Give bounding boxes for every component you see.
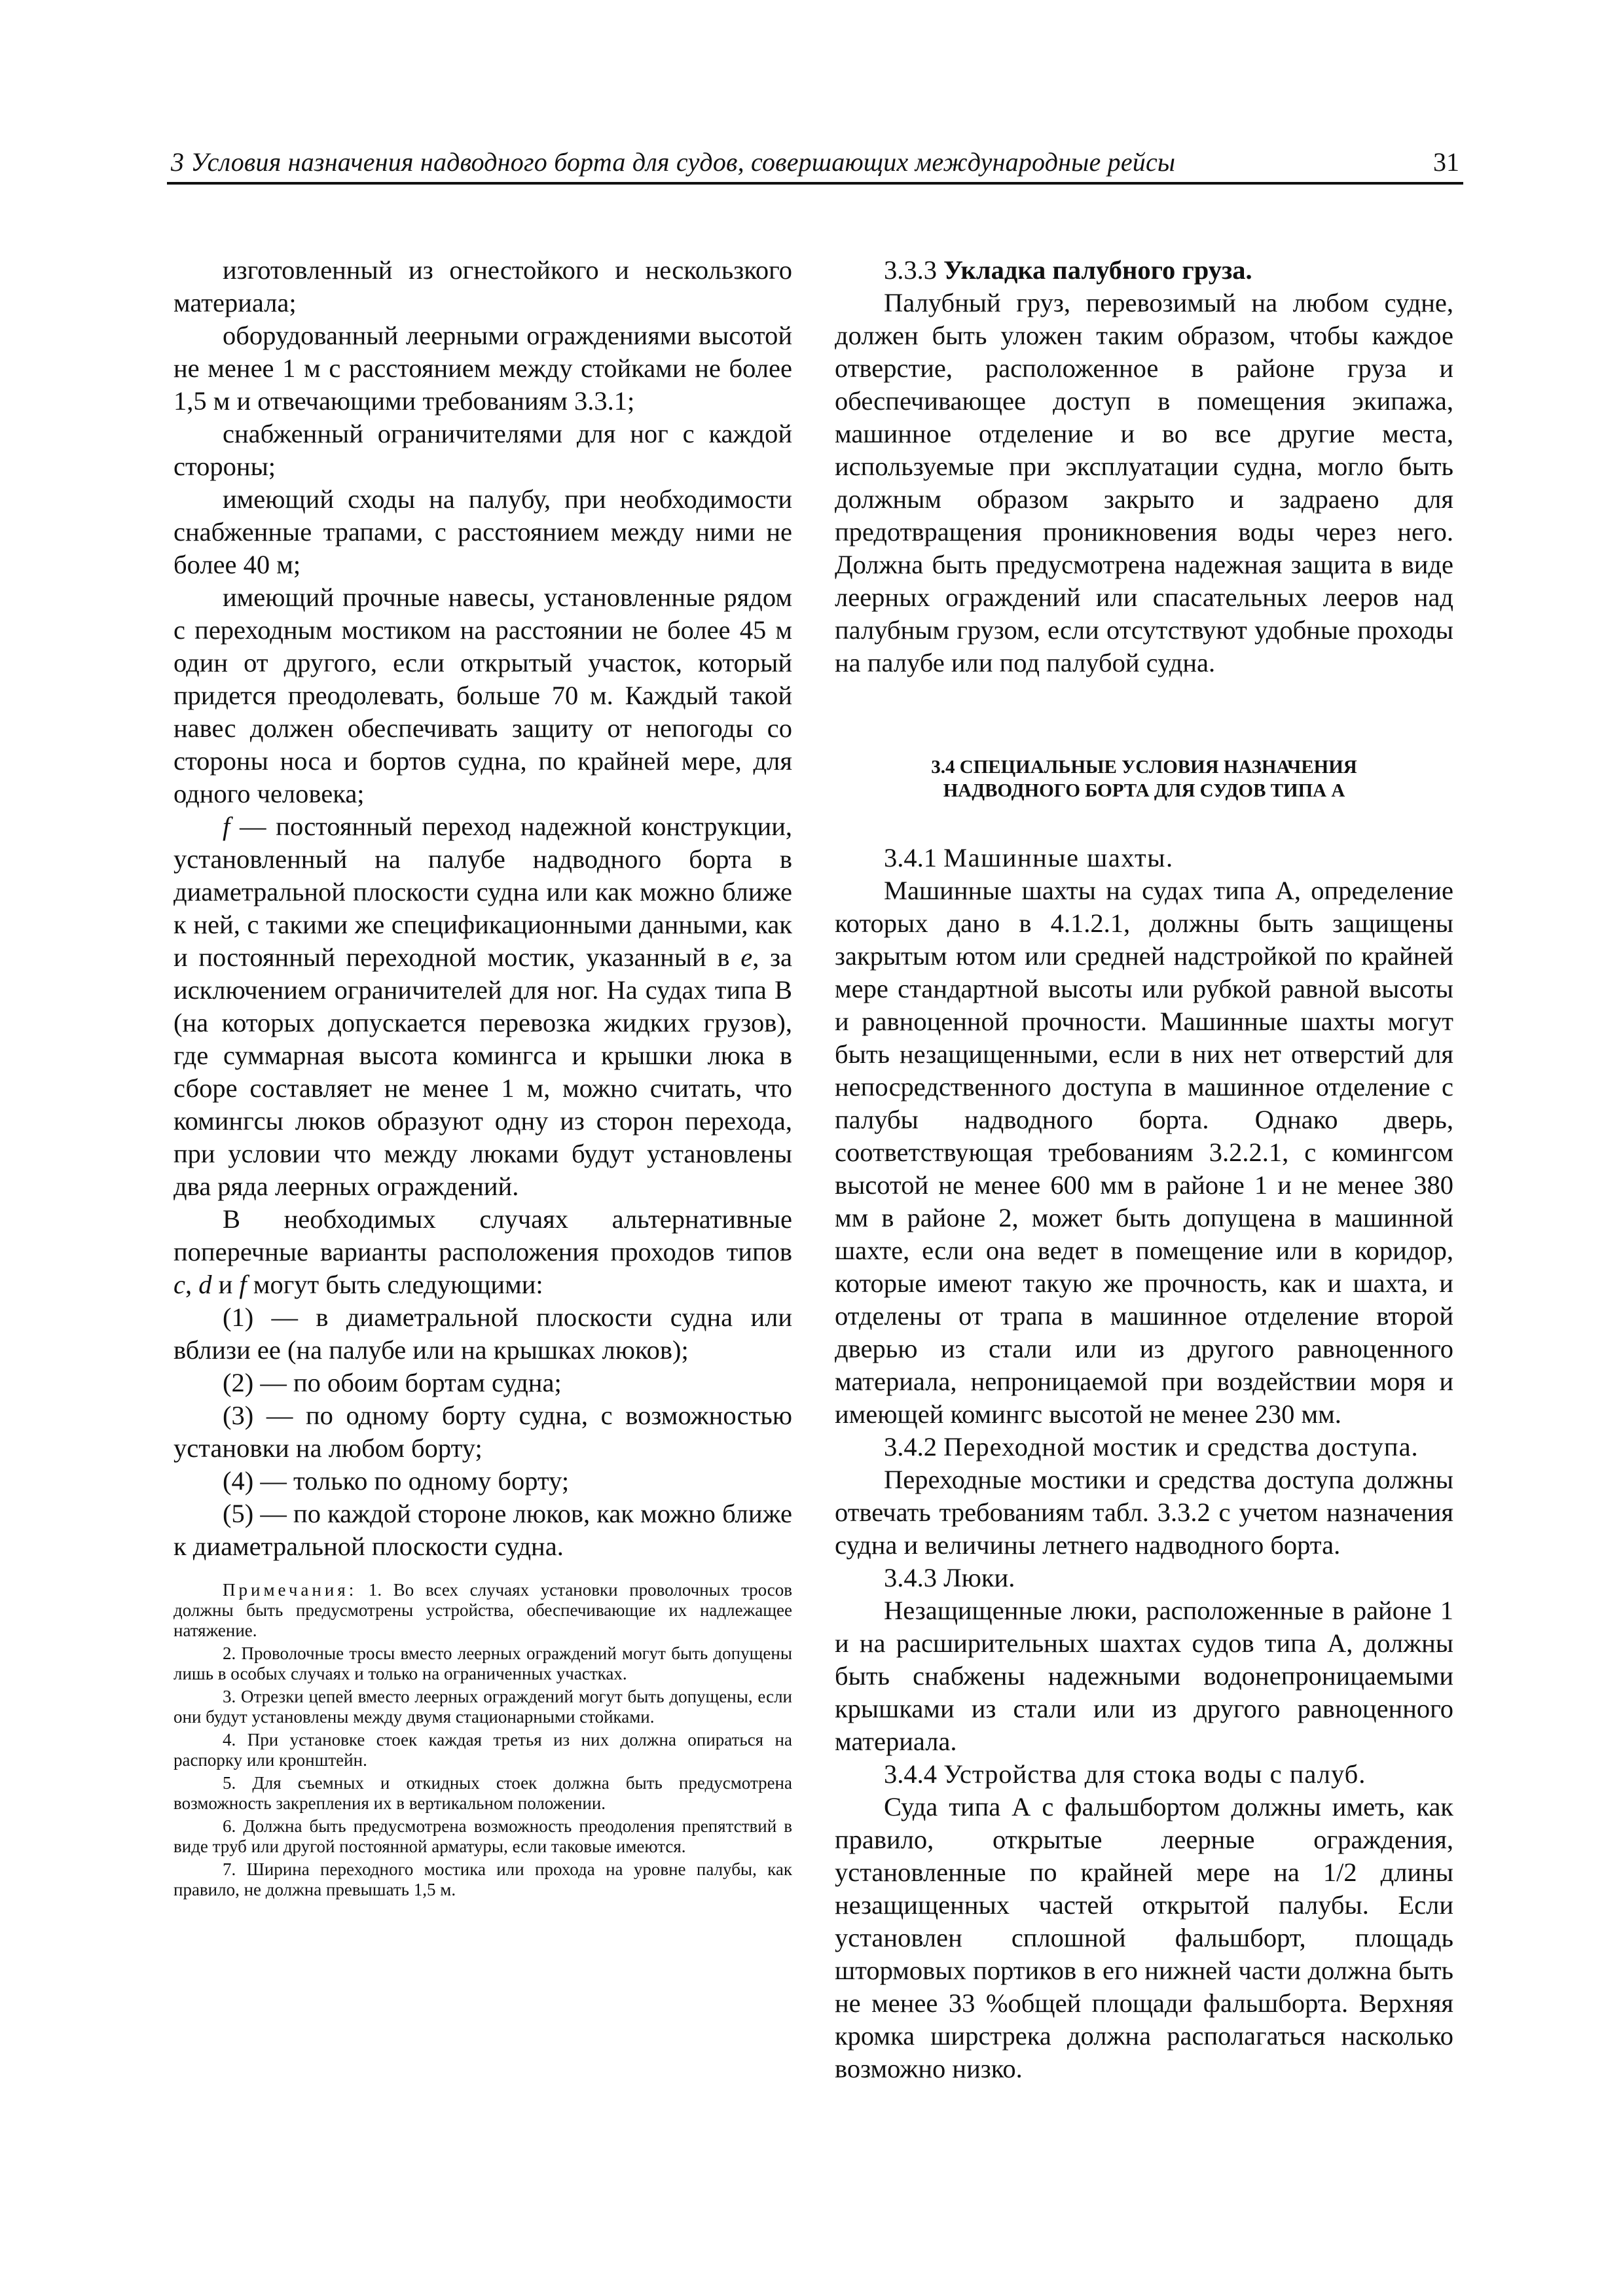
subsection-heading	[835, 842, 1453, 874]
running-header	[167, 143, 1463, 185]
notes-label: Примечания:	[223, 1580, 357, 1600]
subsection-number: 3.4.3	[884, 1563, 937, 1592]
notes-block	[173, 1580, 792, 1900]
subsection-title: Машинные шахты.	[943, 843, 1174, 872]
paragraph: снабженный ограничителями для ног с каждой стороны;	[173, 419, 792, 481]
note-item: 6. Должна быть предусмотрена возможность преодоления препятствий в виде труб или другой постоянной арматуры, если таковые имеются.	[173, 1816, 792, 1856]
item-letter: с	[173, 1270, 185, 1299]
subsection-title: Укладка палубного груза.	[943, 255, 1252, 285]
subsection-heading	[835, 1758, 1453, 1791]
paragraph-text: ,	[185, 1270, 199, 1299]
list-item: (1) — в диаметральной плоскости судна или вблизи ее (на палубе или на крышках люков);	[173, 1302, 792, 1365]
left-column	[173, 254, 792, 1903]
paragraph-text: — постоянный переход надежной конструкции, установленный на палубе надводного борта в диаметральной плоскости судна или как можно ближе к ней, с такими же спецификационными данными, как и постоянный переходной мостик, указанный в	[173, 812, 792, 972]
item-letter: f	[239, 1270, 247, 1299]
subsection-title: Устройства для стока воды с палуб.	[943, 1759, 1366, 1789]
paragraph: Суда типа А с фальшбортом должны иметь, как правило, открытые леерные ограждения, установленные по крайней мере на 1/2 длины незащищенных частей открытой палубы. Если установлен сплошной фальшборт, площадь штормовых портиков в его нижней части должна быть не менее 33 %общей площади фальшборта. Верхняя кромка ширстрека должна располагаться насколько возможно низко.	[835, 1792, 1453, 2083]
note-text: 1. Во всех случаях установки проволочных тросов должны быть предусмотрены устройства, обеспечивающие их надлежащее натяжение.	[173, 1580, 793, 1640]
section-heading-line: НАДВОДНОГО БОРТА ДЛЯ СУДОВ ТИПА А	[943, 780, 1345, 801]
note-item: 4. При установке стоек каждая третья из них должна опираться на распорку или кронштейн.	[173, 1730, 792, 1770]
paragraph: Палубный груз, перевозимый на любом судне, должен быть уложен таким образом, чтобы каждое отверстие, расположенное в районе груза и обеспечивающее доступ в помещения экипажа, машинное отделение и во все другие места, используемые при эксплуатации судна, могло быть должным образом закрыто и задраено для предотвращения проникновения воды через него. Должна быть предусмотрена надежная защита в виде леерных ограждений или спасательных лееров над палубным грузом, если отсутствуют удобные проходы на палубе или под палубой судна.	[835, 288, 1453, 677]
section-heading	[835, 755, 1453, 802]
paragraph: Переходные мостики и средства доступа должны отвечать требованиям табл. 3.3.2 с учетом назначения судна и величины летнего надводного борта.	[835, 1465, 1453, 1560]
paragraph: оборудованный леерными ограждениями высотой не менее 1 м с расстоянием между стойками не более 1,5 м и отвечающими требованиям 3.3.1;	[173, 321, 792, 416]
item-letter: d	[198, 1270, 212, 1299]
list-item: (3) — по одному борту судна, с возможностью установки на любом борту;	[173, 1401, 792, 1463]
note-item: 7. Ширина переходного мостика или прохода на уровне палубы, как правило, не должна превышать 1,5 м.	[173, 1859, 792, 1899]
item-letter: f	[223, 812, 230, 841]
paragraph-text: и	[211, 1270, 240, 1299]
list-item: (4) — только по одному борту;	[223, 1466, 570, 1496]
subsection-number: 3.4.1	[884, 843, 937, 872]
subsection-title: Переходной мостик и средства доступа.	[943, 1432, 1419, 1462]
subsection-title: Люки.	[943, 1563, 1015, 1592]
paragraph-text: могут быть следующими:	[246, 1270, 543, 1299]
paragraph	[173, 810, 792, 1203]
subsection-number: 3.4.4	[884, 1759, 937, 1789]
right-column	[835, 254, 1453, 2085]
note-item: 5. Для съемных и откидных стоек должна быть предусмотрена возможность закрепления их в вертикальном положении.	[173, 1773, 792, 1813]
paragraph: Незащищенные люки, расположенные в районе 1 и на расширительных шахтах судов типа А, должны быть снабжены надежными водонепроницаемыми крышками из стали или из другого равноценного материала.	[835, 1596, 1453, 1756]
header-title: 3 Условия назначения надводного борта для судов, совершающих международные рейсы	[171, 147, 1176, 177]
list-item: (5) — по каждой стороне люков, как можно ближе к диаметральной плоскости судна.	[173, 1499, 792, 1561]
page-number: 31	[1433, 147, 1459, 177]
subsection-number: 3.4.2	[884, 1432, 937, 1462]
section-heading-line: 3.4 СПЕЦИАЛЬНЫЕ УСЛОВИЯ НАЗНАЧЕНИЯ	[931, 757, 1357, 778]
paragraph: изготовленный из огнестойкого и нескользкого материала;	[173, 255, 792, 317]
paragraph: имеющий прочные навесы, установленные рядом с переходным мостиком на расстоянии не более 45 м один от другого, если открытый участок, который придется преодолевать, больше 70 м. Каждый такой навес должен обеспечивать защиту от непогоды со стороны носа и бортов судна, по крайней мере, для одного человека;	[173, 583, 792, 808]
subsection-heading	[835, 1431, 1453, 1463]
paragraph	[173, 1203, 792, 1301]
subsection-heading	[835, 1562, 1453, 1594]
item-letter: е	[740, 942, 753, 972]
subsection-heading	[835, 254, 1453, 287]
note-item	[173, 1580, 792, 1641]
paragraph: имеющий сходы на палубу, при необходимости снабженные трапами, с расстоянием между ними не более 40 м;	[173, 484, 792, 579]
subsection-number: 3.3.3	[884, 255, 937, 285]
paragraph: Машинные шахты на судах типа А, определение которых дано в 4.1.2.1, должны быть защищены закрытым ютом или средней надстройкой по крайней мере стандартной высоты или рубкой равной высоты и равноценной прочности. Машинные шахты могут быть незащищенными, если в них нет отверстий для непосредственного доступа в машинное отделение с палубы надводного борта. Однако дверь, соответствующая требованиям 3.2.2.1, с комингсом высотой не менее 600 мм в районе 1 и не менее 380 мм в районе 2, может быть допущена в машинной шахте, если она ведет в помещение или в коридор, которые имеют такую же прочность, как и шахта, и отделены от трапа в машинное отделение второй дверью из стали или из другого равноценного материала, непроницаемой при воздействии моря и имеющей комингс высотой не менее 230 мм.	[835, 876, 1453, 1429]
paragraph-text: , за исключением ограничителей для ног. На судах типа B (на которых допускается перевозка жидких грузов), где суммарная высота комингса и крышки люка в сборе составляет не менее 1 м, можно считать, что комингсы люков образуют одну из сторон перехода, при условии что между люками будут установлены два ряда леерных ограждений.	[173, 942, 792, 1201]
note-item: 3. Отрезки цепей вместо леерных ограждений могут быть допущены, если они будут установлены между двумя стационарными стойками.	[173, 1687, 792, 1727]
note-item: 2. Проволочные тросы вместо леерных ограждений могут быть допущены лишь в особых случаях и только на ограниченных участках.	[173, 1643, 792, 1683]
paragraph-text: В необходимых случаях альтернативные поперечные варианты расположения проходов типов	[173, 1204, 792, 1266]
list-item: (2) — по обоим бортам судна;	[223, 1368, 562, 1397]
